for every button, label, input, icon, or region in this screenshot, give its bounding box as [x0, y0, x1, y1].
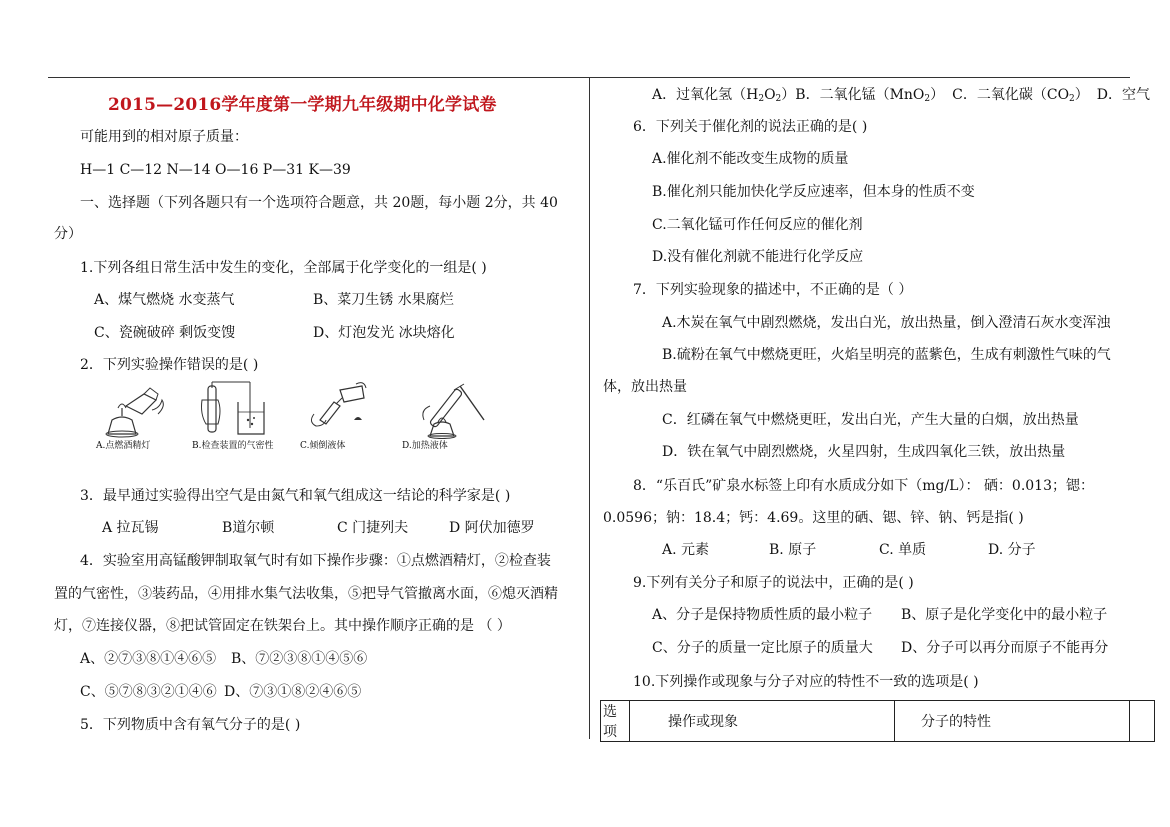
atomic-mass-title: 可能用到的相对原子质量：: [80, 129, 248, 145]
pouring-liquid-illustration: [300, 380, 396, 440]
q1-option-b: B、菜刀生锈 水果腐烂: [313, 292, 454, 308]
question-2: 2．下列实验操作错误的是( ): [80, 357, 259, 373]
atomic-masses: H—1 C—12 N—14 O—16 P—31 K—39: [80, 162, 351, 178]
question-7: 7．下列实验现象的描述中，不正确的是（ ）: [633, 282, 913, 298]
table-header-property: 分子的特性: [895, 701, 1130, 742]
q4-option-c: C、⑤⑦⑧③②①④⑥: [80, 684, 217, 700]
question-1: 1.下列各组日常生活中发生的变化，全部属于化学变化的一组是( ): [80, 260, 487, 276]
q5-option-b: B．二氧化锰（MnO$_2$）: [795, 87, 945, 104]
q9-option-a: A、分子是保持物质性质的最小粒子: [652, 607, 873, 623]
figure-b: [192, 380, 288, 456]
q5-option-d: D．空气: [1096, 87, 1151, 103]
heating-liquid-illustration: [402, 380, 498, 440]
column-divider: [589, 77, 590, 739]
question-5: 5．下列物质中含有氧气分子的是( ): [80, 717, 301, 733]
q7-option-b-cont: 体，放出热量: [603, 379, 687, 395]
question-4-cont-1: 置的气密性，③装药品，④用排水集气法收集，⑤把导气管撤离水面，⑥熄灭酒精: [54, 586, 558, 602]
q3-option-c: C 门捷列夫: [337, 520, 409, 536]
q3-option-a: A 拉瓦锡: [102, 520, 159, 536]
question-9: 9.下列有关分子和原子的说法中，正确的是( ): [633, 575, 914, 591]
question-4-cont-2: 灯，⑦连接仪器，⑧把试管固定在铁架台上。其中操作顺序正确的是 （ ）: [54, 618, 511, 634]
q5-option-c: C．二氧化碳$(CO_2)$: [952, 87, 1089, 104]
q10-table: [600, 700, 1155, 742]
q8-option-a: A. 元素: [662, 542, 710, 558]
q6-option-d: D.没有催化剂就不能进行化学反应: [652, 249, 864, 265]
alcohol-lamp-lighting-illustration: [96, 380, 192, 440]
question-8-cont: 0.0596；钠：18.4；钙：4.69。这里的硒、锶、锌、钠、钙是指( ): [603, 510, 1024, 526]
q4-option-d: D、⑦③①⑧②④⑥⑤: [224, 684, 362, 700]
figure-a-caption: A.点燃酒精灯: [96, 441, 151, 451]
q8-option-b: B. 原子: [769, 542, 817, 558]
q8-option-c: C. 单质: [879, 542, 927, 558]
figure-b-caption: B.检查装置的气密性: [192, 441, 274, 451]
q9-option-c: C、分子的质量一定比原子的质量大: [652, 640, 873, 656]
q7-option-b: B.硫粉在氧气中燃烧更旺，火焰呈明亮的蓝紫色，生成有刺激性气味的气: [662, 347, 1111, 363]
q5-option-a: A．过氧化氢$(H_2O_2)$: [652, 87, 796, 104]
q3-option-d: D 阿伏加德罗: [449, 520, 535, 536]
q6-option-c: C.二氧化锰可作任何反应的催化剂: [652, 217, 863, 233]
q1-option-d: D、灯泡发光 冰块熔化: [313, 325, 455, 341]
question-8: 8．“乐百氏”矿泉水标签上印有水质成分如下（mg/L）： 硒：0.013；锶：: [633, 478, 1095, 494]
figure-c: [300, 380, 396, 456]
figure-a: [96, 380, 192, 456]
q9-option-d: D、分子可以再分而原子不能再分: [901, 640, 1109, 656]
q6-option-b: B.催化剂只能加快化学反应速率，但本身的性质不变: [652, 184, 975, 200]
figure-c-caption: C.倾倒液体: [300, 441, 346, 451]
q2-figures: [96, 380, 496, 456]
figure-d-caption: D.加热液体: [402, 441, 448, 451]
question-4: 4．实验室用高锰酸钾制取氧气时有如下操作步骤：①点燃酒精灯，②检查装: [80, 553, 551, 569]
table-header-operation: 操作或现象: [630, 701, 895, 742]
section1-instructions-cont: 分）: [54, 226, 82, 242]
question-10: 10.下列操作或现象与分子对应的特性不一致的选项是( ): [633, 674, 979, 690]
table-header-extra: [1130, 701, 1155, 742]
q4-option-b: B、⑦②③⑧①④⑤⑥: [231, 651, 368, 667]
q9-option-b: B、原子是化学变化中的最小粒子: [901, 607, 1108, 623]
q7-option-c: C．红磷在氧气中燃烧更旺，发出白光，产生大量的白烟，放出热量: [662, 412, 1079, 428]
airtightness-check-illustration: [192, 380, 288, 440]
q1-option-a: A、煤气燃烧 水变蒸气: [94, 292, 235, 308]
q7-option-a: A.木炭在氧气中剧烈燃烧，发出白光，放出热量，倒入澄清石灰水变浑浊: [662, 315, 1111, 331]
table-header-row: [601, 701, 1155, 742]
table-header-option: 选项: [601, 701, 630, 742]
question-3: 3．最早通过实验得出空气是由氮气和氧气组成这一结论的科学家是( ): [80, 488, 511, 504]
q1-option-c: C、瓷碗破碎 剩饭变馊: [94, 325, 236, 341]
section1-instructions: 一、选择题（下列各题只有一个选项符合题意，共 20题，每小题 2分，共 40: [80, 195, 558, 211]
q6-option-a: A.催化剂不能改变生成物的质量: [652, 151, 849, 167]
figure-d: [402, 380, 498, 456]
q5-options: [652, 85, 1150, 109]
q8-option-d: D. 分子: [988, 542, 1036, 558]
question-6: 6．下列关于催化剂的说法正确的是( ): [633, 119, 868, 135]
q4-option-a: A、②⑦③⑧①④⑥⑤: [80, 651, 217, 667]
q3-option-b: B道尔顿: [222, 520, 275, 536]
q7-option-d: D．铁在氧气中剧烈燃烧，火星四射，生成四氧化三铁，放出热量: [662, 444, 1066, 460]
exam-title: 2015—2016学年度第一学期九年级期中化学试卷: [108, 95, 497, 115]
